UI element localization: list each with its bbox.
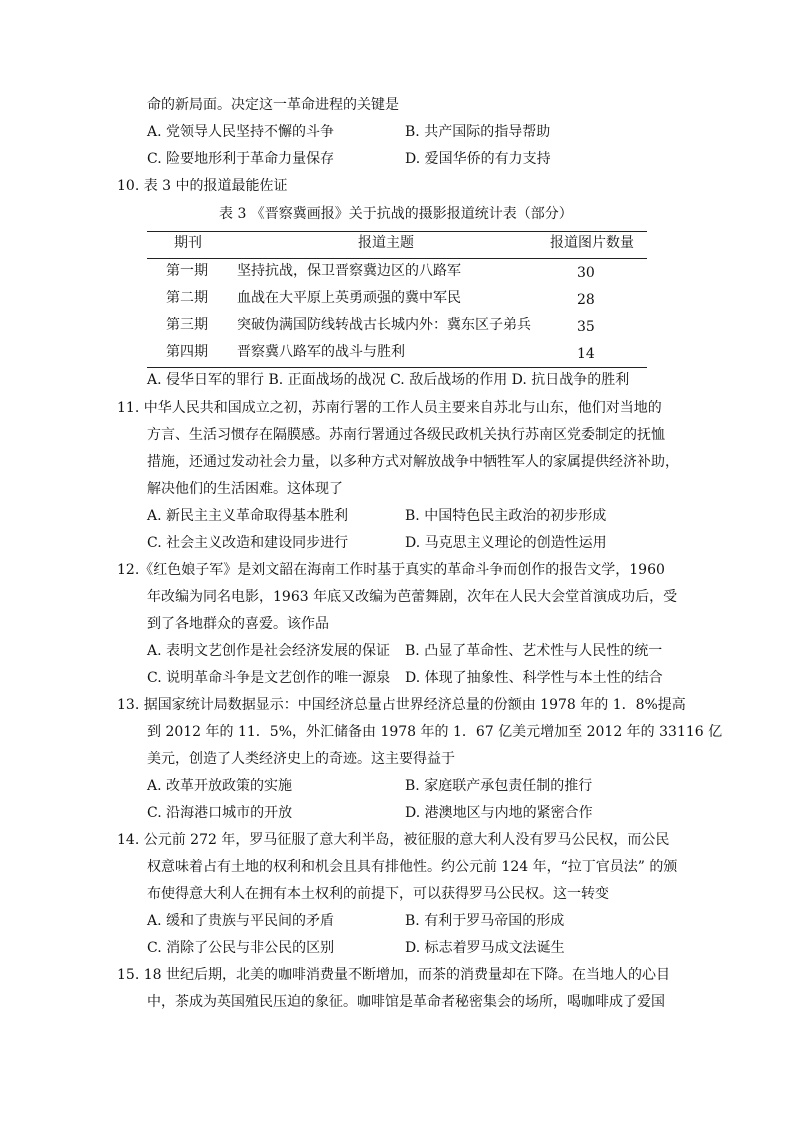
table-header-rule [147,258,647,259]
table-row-2-issue: 第二期 [166,290,208,306]
table-row-4-topic: 晋察冀八路军的战斗与胜利 [237,344,405,360]
q15-stem-line-1: 15. 18 世纪后期，北美的咖啡消费量不断增加，而茶的消费量却在下降。在当地人的心目 [117,967,670,983]
q14-option-c: C. 消除了公民与非公民的区别 [147,940,335,956]
q12-option-d: D. 体现了抽象性、科学性与本土性的结合 [405,670,663,686]
q11-option-b: B. 中国特色民主政治的初步形成 [405,508,607,524]
table-row-1-issue: 第一期 [166,263,208,279]
q11-option-a: A. 新民主主义革命取得基本胜利 [147,508,349,524]
table-row-1-count: 30 [577,265,595,281]
q11-option-d: D. 马克思主义理论的创造性运用 [405,535,607,551]
q9-option-a: A. 党领导人民坚持不懈的斗争 [147,124,335,140]
table-row-2-topic: 血战在大平原上英勇顽强的冀中军民 [237,290,461,306]
table-top-rule [147,231,647,232]
q12-stem-line-1: 12.《红色娘子军》是刘文韶在海南工作时基于真实的革命斗争而创作的报告文学，1960 [117,562,665,578]
table-row-2-count: 28 [577,292,595,308]
table-row-1-topic: 坚持抗战，保卫晋察冀边区的八路军 [237,263,461,279]
q12-stem-line-3: 到了各地群众的喜爱。该作品 [147,616,329,632]
q13-option-a: A. 改革开放政策的实施 [147,778,293,794]
q13-option-c: C. 沿海港口城市的开放 [147,805,293,821]
table-header-topic: 报道主题 [358,235,414,251]
q13-option-b: B. 家庭联产承包责任制的推行 [405,778,593,794]
q13-stem-line-1: 13. 据国家统计局数据显示：中国经济总量占世界经济总量的份额由 1978 年的 1．8%提高 [117,697,686,713]
q11-stem-line-4: 解决他们的生活困难。这体现了 [147,481,343,497]
q13-stem-line-2: 到 2012 年的 11．5%，外汇储备由 1978 年的 1．67 亿美元增加至 2012 年的 33116 亿 [147,724,723,740]
q10-options: A. 侵华日军的罪行 B. 正面战场的战况 C. 敌后战场的作用 D. 抗日战争的胜利 [147,372,630,388]
q9-option-c: C. 险要地形利于革命力量保存 [147,151,335,167]
q11-stem-line-3: 措施，还通过发动社会力量，以多种方式对解放战争中牺牲军人的家属提供经济补助， [147,454,679,470]
q14-stem-line-3: 布使得意大利人在拥有本土权利的前提下，可以获得罗马公民权。这一转变 [147,886,609,902]
q12-stem-line-2: 年改编为同名电影，1963 年底又改编为芭蕾舞剧，次年在人民大会堂首演成功后，受 [147,589,678,605]
table-row-4-count: 14 [577,346,595,362]
q13-option-d: D. 港澳地区与内地的紧密合作 [405,805,593,821]
q11-stem-line-1: 11. 中华人民共和国成立之初，苏南行署的工作人员主要来自苏北与山东，他们对当地的 [117,400,662,416]
table-row-4-issue: 第四期 [166,344,208,360]
table-row-3-count: 35 [577,319,595,335]
q15-stem-line-2: 中，茶成为英国殖民压迫的象征。咖啡馆是革命者秘密集会的场所，喝咖啡成了爱国 [147,994,665,1010]
table-bottom-rule [147,367,647,368]
q9-option-d: D. 爱国华侨的有力支持 [405,151,551,167]
q12-option-b: B. 凸显了革命性、艺术性与人民性的统一 [405,643,663,659]
q11-stem-line-2: 方言、生活习惯存在隔膜感。苏南行署通过各级民政机关执行苏南区党委制定的抚恤 [147,427,665,443]
table-row-3-issue: 第三期 [166,317,208,333]
q14-option-b: B. 有利于罗马帝国的形成 [405,913,565,929]
q14-stem-line-1: 14. 公元前 272 年，罗马征服了意大利半岛，被征服的意大利人没有罗马公民权，而公民 [117,832,670,848]
q14-stem-line-2: 权意味着占有土地的权利和机会且具有排他性。约公元前 124 年，“拉丁官员法” 的颁 [147,859,678,875]
q10-stem: 10. 表 3 中的报道最能佐证 [117,178,288,194]
q11-option-c: C. 社会主义改造和建设同步进行 [147,535,349,551]
q14-option-a: A. 缓和了贵族与平民间的矛盾 [147,913,335,929]
table-row-3-topic: 突破伪满国防线转战古长城内外：冀东区子弟兵 [237,317,531,333]
q12-option-a: A. 表明文艺创作是社会经济发展的保证 [147,643,391,659]
q14-option-d: D. 标志着罗马成文法诞生 [405,940,565,956]
q9-option-b: B. 共产国际的指导帮助 [405,124,551,140]
q12-option-c: C. 说明革命斗争是文艺创作的唯一源泉 [147,670,391,686]
table-caption: 表 3 《晋察冀画报》关于抗战的摄影报道统计表（部分） [219,206,573,222]
q13-stem-line-3: 美元，创造了人类经济史上的奇迹。这主要得益于 [147,751,455,767]
table-header-issue: 期刊 [174,235,202,251]
q9-stem-continuation: 命的新局面。决定这一革命进程的关键是 [147,97,399,113]
table-header-count: 报道图片数量 [550,235,634,251]
